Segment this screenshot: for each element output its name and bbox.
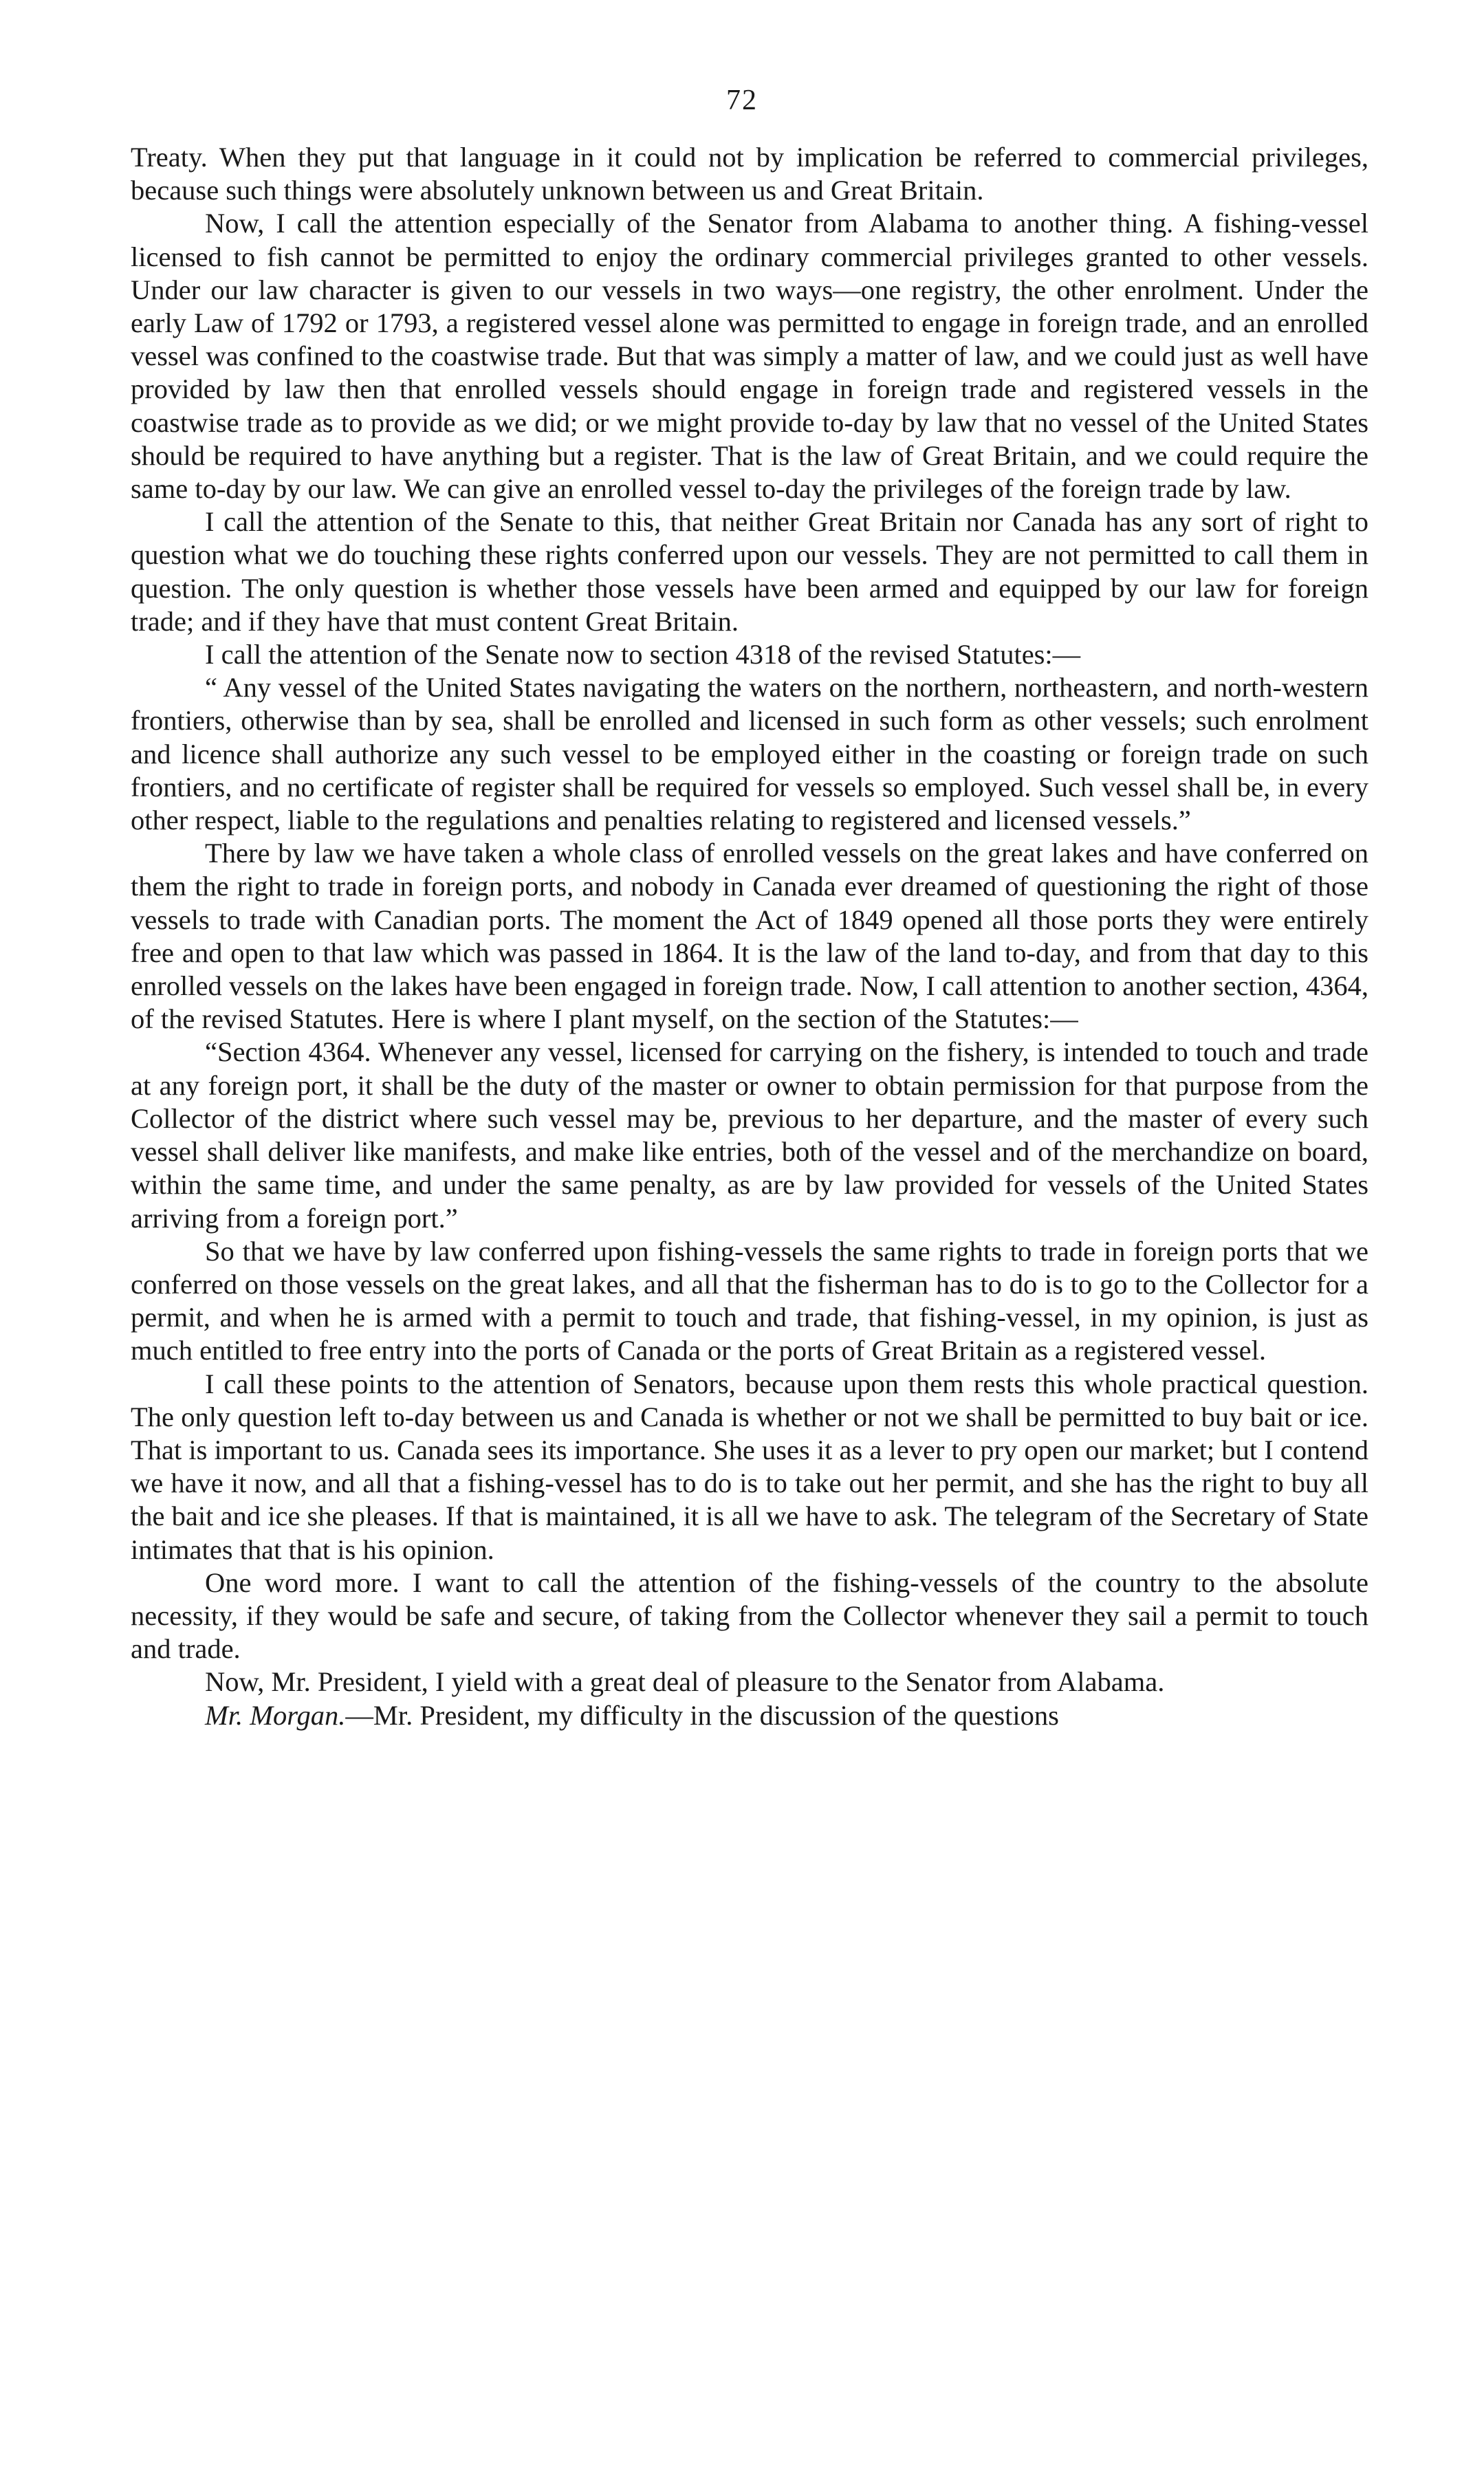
paragraph-1: Treaty. When they put that language in it could not by implication be referred to commercial privileges, because such things were absolutely unknown between us and Great Britain.: [131, 142, 1368, 206]
quotation-section-4318: “ Any vessel of the United States navigating the waters on the northern, northeastern, and north-western frontiers, otherwise than by sea, shall be enrolled and licensed in such form as other vessels; such enrolment and licence shall authorize any such vessel to be employed either in the coasting or foreign trade on such frontiers, and no certificate of register shall be required for vessels so employed. Such vessel shall be, in every other respect, liable to the regulations and penalties relating to registered and licensed vessels.”: [131, 672, 1368, 836]
paragraph-12: [131, 1699, 1368, 1732]
speaker-text: —Mr. President, my difficulty in the discussion of the questions: [345, 1699, 1059, 1731]
paragraph-9: I call these points to the attention of Senators, because upon them rests this whole practical question. The only question left to-day between us and Canada is whether or not we shall be permitted to buy bait or ice. That is important to us. Canada sees its importance. She uses it as a lever to pry open our market; but I contend we have it now, and all that a fishing-vessel has to do is to take out her permit, and she has the right to buy all the bait and ice she pleases. If that is maintained, it is all we have to ask. The telegram of the Secretary of State intimates that that is his opinion.: [131, 1368, 1368, 1565]
paragraph-10: One word more. I want to call the attention of the fishing-vessels of the country to the absolute necessity, if they would be safe and secure, of taking from the Collector whenever they sail a permit to touch and trade.: [131, 1566, 1368, 1665]
paragraph-11: Now, Mr. President, I yield with a great deal of pleasure to the Senator from Alabama.: [205, 1666, 1165, 1698]
paragraph-3: I call the attention of the Senate to this, that neither Great Britain nor Canada has any sort of right to question what we do touching these rights conferred upon our vessels. They are not permitted to call them in question. The only question is whether those vessels have been armed and equipped by our law for foreign trade; and if they have that must content Great Britain.: [131, 506, 1368, 637]
paragraph-8: So that we have by law conferred upon fishing-vessels the same rights to trade in foreign ports that we conferred on those vessels on the great lakes, and all that the fisherman has to do is to go to the Collector for a permit, and when he is armed with a permit to touch and trade, that fishing-vessel, in my opinion, is just as much entitled to free entry into the ports of Canada or the ports of Great Britain as a registered vessel.: [131, 1235, 1368, 1366]
page-number: 72: [726, 85, 758, 116]
speaker-name: Mr. Morgan.: [205, 1699, 346, 1731]
paragraph-6: There by law we have taken a whole class of enrolled vessels on the great lakes and have conferred on them the right to trade in foreign ports, and nobody in Canada ever dreamed of questioning the right of those vessels to trade with Canadian ports. The moment the Act of 1849 opened all those ports they were entirely free and open to that law which was passed in 1864. It is the law of the land to-day, and from that day to this enrolled vessels on the lakes have been engaged in foreign trade. Now, I call attention to another section, 4364, of the revised Statutes. Here is where I plant myself, on the section of the Statutes:—: [131, 838, 1368, 1035]
paragraph-2: Now, I call the attention especially of the Senator from Alabama to another thing. A fishing-vessel licensed to fish cannot be permitted to enjoy the ordinary commercial privileges granted to other vessels. Under our law character is given to our vessels in two ways—one registry, the other enrolment. Under the early Law of 1792 or 1793, a registered vessel alone was permitted to engage in foreign trade, and an enrolled vessel was confined to the coastwise trade. But that was simply a matter of law, and we could just as well have provided by law then that enrolled vessels should engage in foreign trade and registered vessels in the coastwise trade as to provide as we did; or we might provide to-day by law that no vessel of the United States should be required to have anything but a register. That is the law of Great Britain, and we could require the same to-day by our law. We can give an enrolled vessel to-day the privileges of the foreign trade by law.: [131, 208, 1368, 505]
paragraph-4: I call the attention of the Senate now to section 4318 of the revised Statutes:—: [205, 639, 1081, 670]
quotation-section-4364: “Section 4364. Whenever any vessel, licensed for carrying on the fishery, is intended to touch and trade at any foreign port, it shall be the duty of the master or owner to obtain permission for that purpose from the Collector of the district where such vessel may be, previous to her departure, and the master of every such vessel shall deliver like manifests, and make like entries, both of the vessel and of the merchandize on board, within the same time, and under the same penalty, as are by law provided for vessels of the United States arriving from a foreign port.”: [131, 1036, 1368, 1234]
body-text: [131, 141, 1368, 1732]
